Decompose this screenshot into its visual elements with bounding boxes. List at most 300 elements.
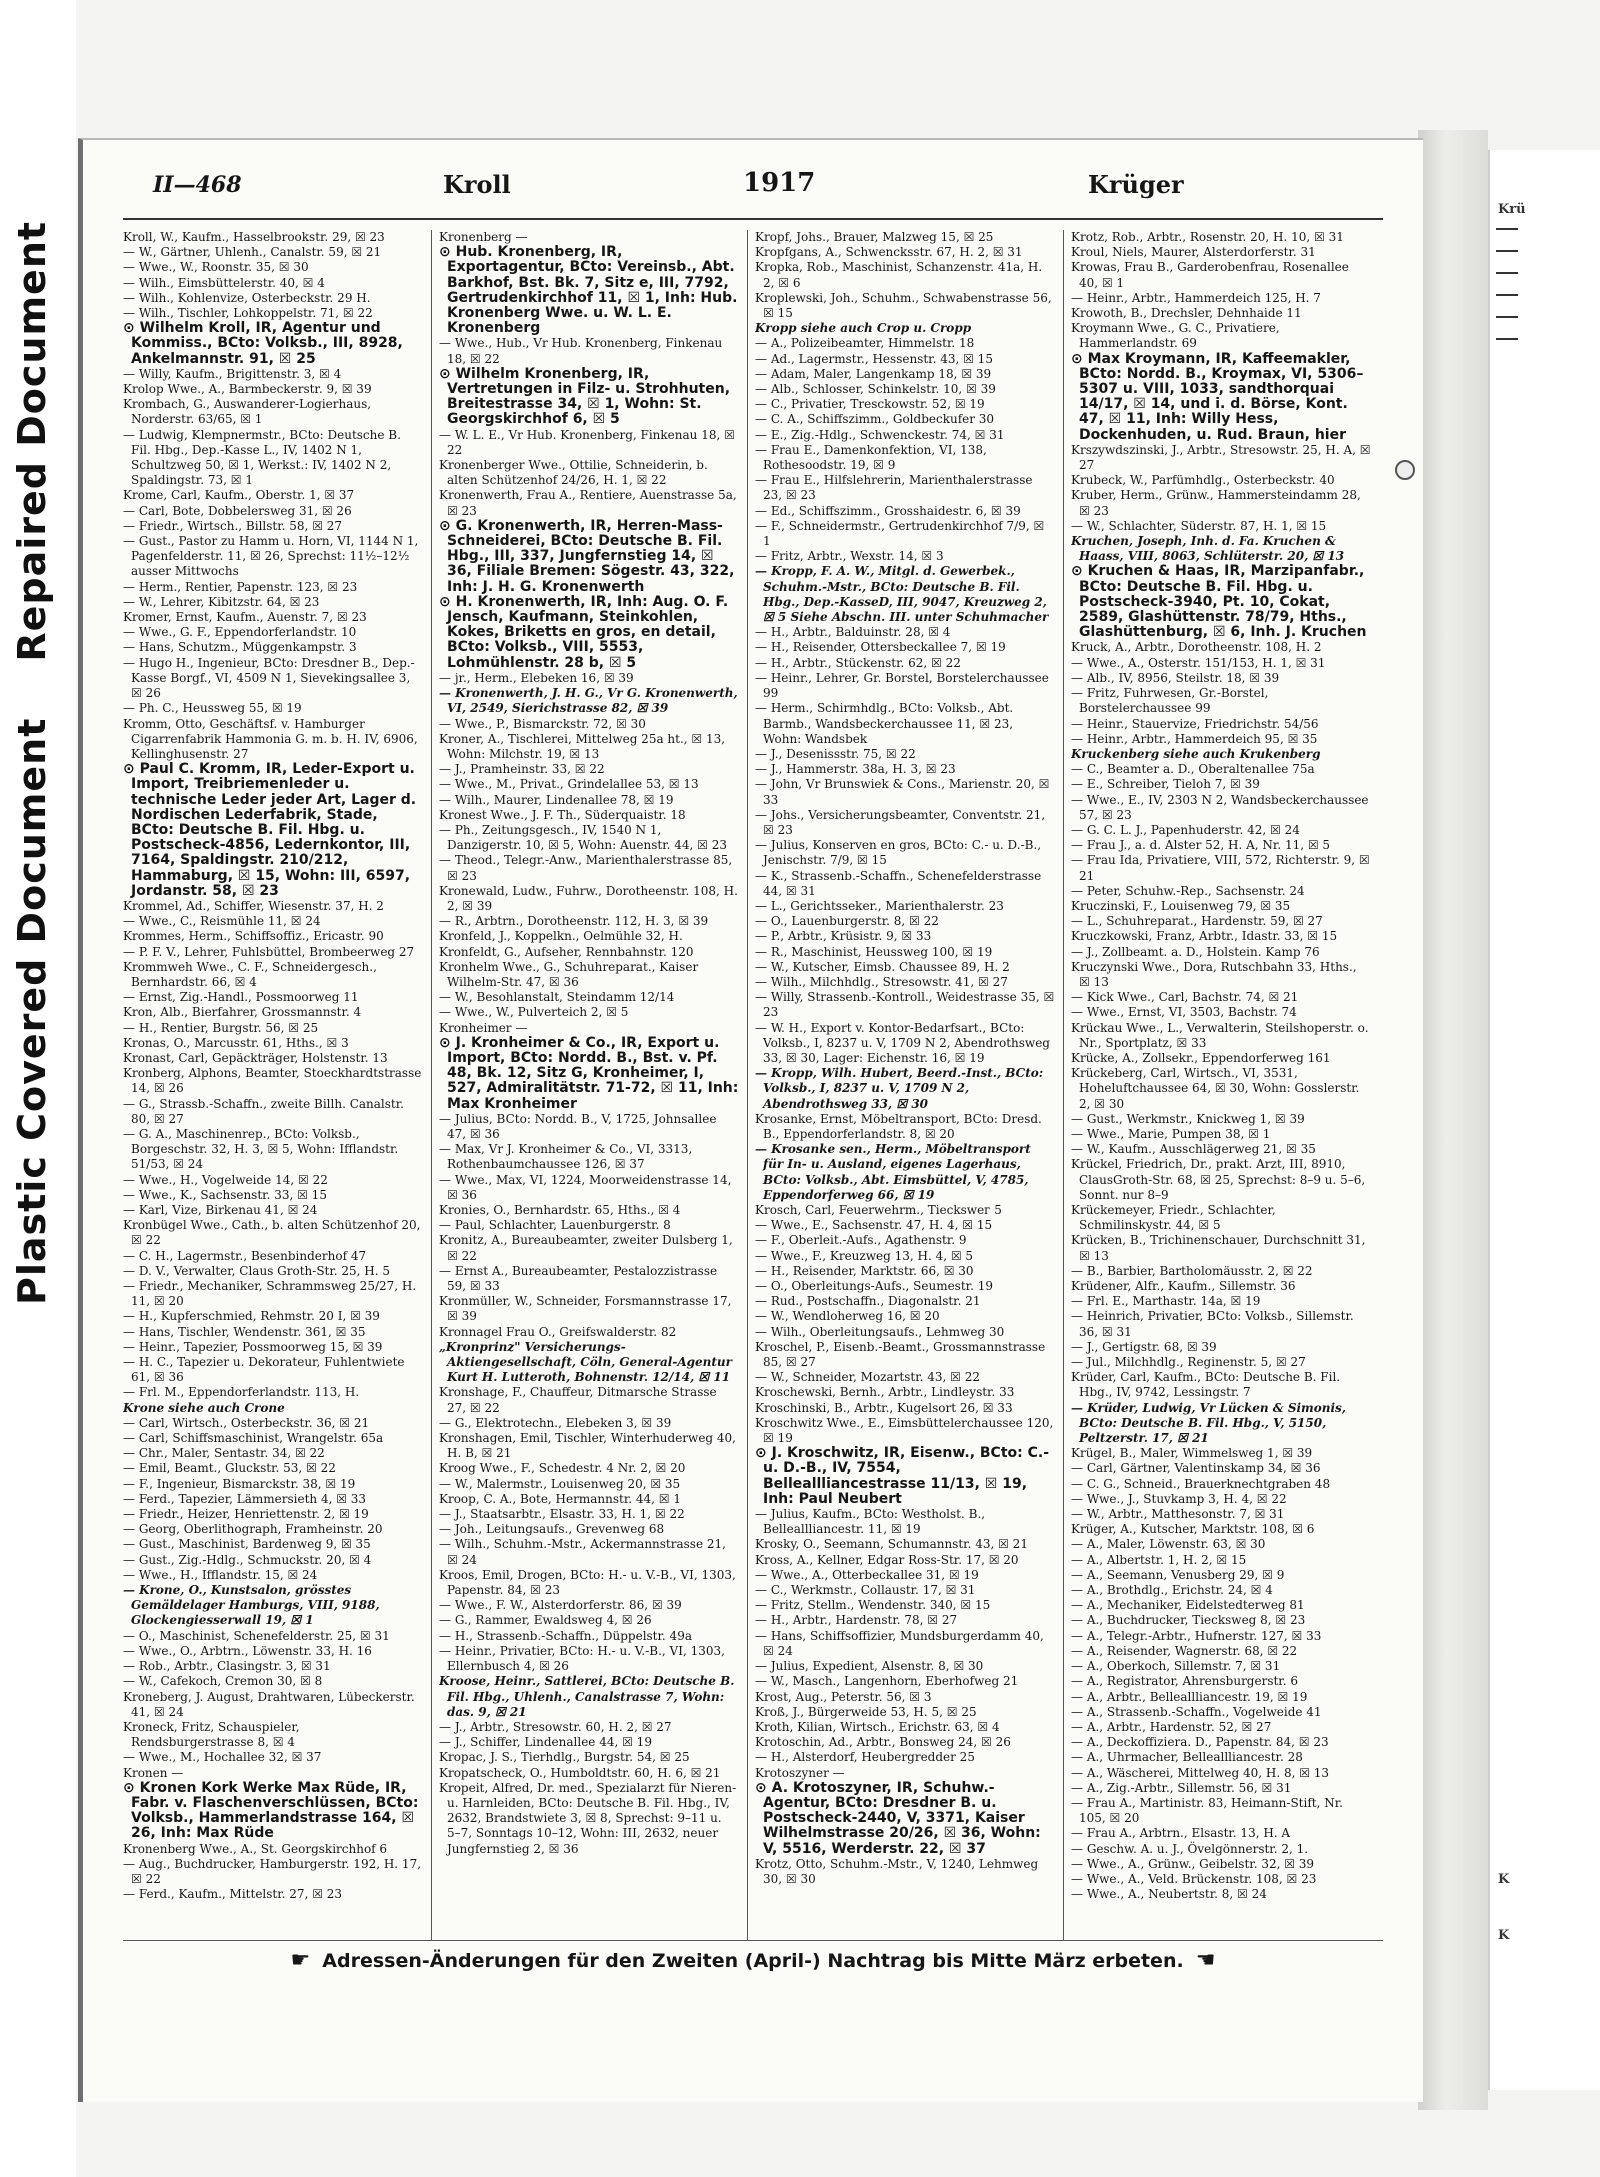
side-label-part1: Plastic Covered Document <box>10 717 54 1305</box>
directory-entry: Kropka, Rob., Maschinist, Schanzenstr. 41a, H. 2, ☒ 6 <box>755 260 1043 290</box>
directory-entry: — Wilh., Milchhdlg., Stresowstr. 41, ☒ 27 <box>755 974 1008 989</box>
directory-entry: Krotoszyner — <box>755 1765 845 1780</box>
directory-entry: — Ph. C., Heussweg 55, ☒ 19 <box>123 701 302 716</box>
directory-entry: — Ph., Zeitungsgesch., IV, 1540 N 1, Danzigerstr. 10, ☒ 5, Wohn: Auenstr. 44, ☒ 23 <box>439 822 727 853</box>
directory-entry: — Kropp, F. A. W., Mitgl. d. Gewerbek., Schuhm.-Mstr., BCto: Deutsche B. Fil. Hbg., Dep.-KasseD, III, 9047, Kreuzweg 2, ☒ 5 Siehe Abschn. III. unter Schuhmacher <box>755 564 1049 625</box>
directory-entry: Krommel, Ad., Schiffer, Wiesenstr. 37, H. 2 <box>123 898 384 913</box>
directory-entry: Kroß, J., Bürgerweide 53, H. 5, ☒ 25 <box>755 1704 977 1719</box>
directory-entry: Kronheimer — <box>439 1020 528 1035</box>
directory-entry: — A., Maler, Löwenstr. 63, ☒ 30 <box>1071 1537 1266 1552</box>
directory-entry: ⊙ Wilhelm Kronenberg, IR, Vertretungen in Filz- u. Strohhuten, Breitestrasse 34, ☒ 1, Wohn: St. Georgskirchhof 6, ☒ 5 <box>439 365 731 428</box>
directory-entry: — Ed., Schiffszimm., Grosshaidestr. 6, ☒ 39 <box>755 503 1021 518</box>
directory-entry: — Julius, Konserven en gros, BCto: C.- u. D.-B., Jenischstr. 7/9, ☒ 15 <box>755 838 1042 868</box>
directory-entry: — Adam, Maler, Langenkamp 18, ☒ 39 <box>755 366 992 381</box>
directory-entry: — Rud., Postschaffn., Diagonalstr. 21 <box>755 1294 981 1309</box>
directory-entry: — Wwe., O., Arbtrn., Löwenstr. 33, H. 16 <box>123 1643 372 1658</box>
directory-entry: Kroymann Wwe., G. C., Privatiere, Hammerlandstr. 69 <box>1071 321 1280 351</box>
directory-entry: — J., Schiffer, Lindenallee 44, ☒ 19 <box>439 1735 652 1750</box>
directory-entry: — Ernst A., Bureaubeamter, Pestalozzistrasse 59, ☒ 33 <box>439 1263 718 1294</box>
directory-entry: — Wwe., Ernst, VI, 3503, Bachstr. 74 <box>1071 1005 1297 1020</box>
directory-entry: ⊙ J. Kronheimer & Co., IR, Export u. Import, BCto: Nordd. B., Bst. v. Pf. 48, Bk. 12, Sitz G, Kronheimer, I, 527, Admiralitätstr. 71-72, ☒ 11, Inh: Max Kronheimer <box>439 1034 739 1112</box>
directory-entry: — P., Arbtr., Krüsistr. 9, ☒ 33 <box>755 929 932 944</box>
directory-entry: — Heinr., Tapezier, Possmoorweg 15, ☒ 39 <box>123 1339 383 1354</box>
pointing-hand-icon: ☚ <box>1195 1948 1216 1973</box>
directory-entry: Kruber, Herm., Grünw., Hammersteindamm 28, ☒ 23 <box>1071 488 1361 518</box>
directory-entry: Krückeberg, Carl, Wirtsch., VI, 3531, Hoheluftchaussee 64, ☒ 30, Wohn: Gosslerstr. 2, ☒ 30 <box>1071 1066 1360 1111</box>
directory-entry: Kronitz, A., Bureaubeamter, zweiter Dulsberg 1, ☒ 22 <box>439 1233 733 1263</box>
directory-entry: — E., Zig.-Hdlg., Schwenckestr. 74, ☒ 31 <box>755 427 1005 442</box>
directory-entry: — Wilh., Kohlenvize, Osterbeckstr. 29 H. <box>123 290 371 305</box>
directory-entry: — B., Barbier, Bartholomäusstr. 2, ☒ 22 <box>1071 1263 1313 1278</box>
directory-entry: — Wwe., J., Stuvkamp 3, H. 4, ☒ 22 <box>1071 1491 1287 1506</box>
directory-entry: Krszywdszinski, J., Arbtr., Stresowstr. 25, H. A, ☒ 27 <box>1071 442 1371 473</box>
directory-entry: — W., Kaufm., Ausschlägerweg 21, ☒ 35 <box>1071 1142 1316 1157</box>
directory-entry: Kronberg, Alphons, Beamter, Stoeckhardtstrasse 14, ☒ 26 <box>123 1066 422 1096</box>
directory-entry: — H. C., Tapezier u. Dekorateur, Fuhlentwiete 61, ☒ 36 <box>123 1355 405 1385</box>
directory-entry: — G. C. L. J., Papenhuderstr. 42, ☒ 24 <box>1071 822 1300 837</box>
directory-entry: — O., Lauenburgerstr. 8, ☒ 22 <box>755 914 939 929</box>
directory-entry: ⊙ Kruchen & Haas, IR, Marzipanfabr., BCto: Deutsche B. Fil. Hbg. u. Postscheck-3940, Pt. 10, Cokat, 2589, Glashüttenstr. 78/79, Hths., Glashüttenburg, ☒ 6, Inh. J. Kruchen <box>1071 563 1367 641</box>
directory-entry: — Frau J., a. d. Alster 52, H. A, Nr. 11, ☒ 5 <box>1071 838 1331 853</box>
directory-entry: — Julius, Expedient, Alsenstr. 8, ☒ 30 <box>755 1659 984 1674</box>
directory-entry: — L., Gerichtsseker., Marienthalerstr. 23 <box>755 898 1004 913</box>
directory-entry: Kronhelm Wwe., G., Schuhreparat., Kaiser Wilhelm-Str. 47, ☒ 36 <box>439 959 699 989</box>
directory-entry: Kruchen, Joseph, Inh. d. Fa. Kruchen & Haass, VIII, 8063, Schlüterstr. 20, ☒ 13 <box>1071 534 1345 564</box>
directory-entry: ⊙ A. Krotoszyner, IR, Schuhw.-Agentur, BCto: Dresdner B. u. Postscheck-2440, V, 3371, Kaiser Wilhelmstrasse 20/26, ☒ 36, Wohn: V, 5516, Werderstr. 22, ☒ 37 <box>755 1779 1041 1857</box>
directory-entry: — H., Arbtr., Balduinstr. 28, ☒ 4 <box>755 625 951 640</box>
next-page-fragment: Krü <box>1498 202 1526 217</box>
directory-entry: Krone siehe auch Crone <box>123 1400 285 1415</box>
directory-entry: — Frau E., Damenkonfektion, VI, 138, Rothesoodstr. 19, ☒ 9 <box>755 442 987 473</box>
directory-entry: — W. L. E., Vr Hub. Kronenberg, Finkenau 18, ☒ 22 <box>439 427 735 457</box>
column-divider <box>747 230 748 1940</box>
directory-entry: — W., Lehrer, Kibitzstr. 64, ☒ 23 <box>123 594 320 609</box>
directory-entry: — H., Arbtr., Stückenstr. 62, ☒ 22 <box>755 655 961 670</box>
directory-entry: — Fritz, Stellm., Wendenstr. 340, ☒ 15 <box>755 1598 991 1613</box>
directory-entry: — H., Reisender, Marktstr. 66, ☒ 30 <box>755 1263 974 1278</box>
directory-entry: — Chr., Maler, Sentastr. 34, ☒ 22 <box>123 1446 325 1461</box>
directory-entry: Kropeit, Alfred, Dr. med., Spezialarzt für Nieren- u. Harnleiden, BCto: Deutsche B. Fil. Hbg., IV, 2632, Brandstwiete 3, ☒ 8, Sprechst: 9–11 u. 5–7, Sonntags 10–12, Wohn: III, 2632, neuer Jungfernstieg 2, ☒ 36 <box>439 1780 737 1856</box>
directory-entry: Kroschwitz Wwe., E., Eimsbüttelerchaussee 120, ☒ 19 <box>755 1415 1054 1446</box>
directory-entry: Kron, Alb., Bierfahrer, Grossmannstr. 4 <box>123 1005 362 1020</box>
directory-entry: — Carl, Schiffsmaschinist, Wrangelstr. 65a <box>123 1431 384 1446</box>
year-heading: 1917 <box>743 168 816 198</box>
directory-entry: Kronest Wwe., J. F. Th., Süderquaistr. 18 <box>439 807 686 822</box>
column-4 <box>1071 230 1371 1940</box>
header-rule <box>123 218 1383 220</box>
directory-entry: — Hans, Schutzm., Müggenkampstr. 3 <box>123 640 357 655</box>
directory-entry: — Heinr., Stauervize, Friedrichstr. 54/56 <box>1071 716 1319 731</box>
directory-entry: Kropatscheck, O., Humboldtstr. 60, H. 6, ☒ 21 <box>439 1765 721 1780</box>
directory-entry: — Karl, Vize, Birkenau 41, ☒ 24 <box>123 1203 318 1217</box>
directory-entry: — Wwe., A., Veld. Brückenstr. 108, ☒ 23 <box>1071 1871 1317 1886</box>
punch-hole <box>1395 460 1415 480</box>
directory-entry: — Peter, Schuhw.-Rep., Sachsenstr. 24 <box>1071 883 1305 898</box>
directory-entry: — A., Mechaniker, Eidelstedterweg 81 <box>1071 1598 1305 1613</box>
directory-entry: — A., Albertstr. 1, H. 2, ☒ 15 <box>1071 1552 1247 1567</box>
directory-entry: Kroner, A., Tischlerei, Mittelweg 25a ht., ☒ 13, Wohn: Milchstr. 19, ☒ 13 <box>439 731 726 761</box>
directory-entry: — Wilh., Schuhm.-Mstr., Ackermannstrasse 21, ☒ 24 <box>439 1537 726 1567</box>
directory-entry: — L., Schuhreparat., Hardenstr. 59, ☒ 27 <box>1071 914 1323 929</box>
directory-entry: — F., Schneidermstr., Gertrudenkirchhof 7/9, ☒ 1 <box>755 518 1045 549</box>
directory-entry: Kromm, Otto, Geschäftsf. v. Hamburger Cigarrenfabrik Hammonia G. m. b. H. IV, 6906, Kellinghusenstr. 27 <box>123 716 418 761</box>
directory-entry: Krotoschin, Ad., Arbtr., Bonsweg 24, ☒ 26 <box>755 1735 1011 1750</box>
directory-page <box>78 138 1423 2102</box>
directory-entry: — A., Seemann, Venusberg 29, ☒ 9 <box>1071 1567 1285 1582</box>
directory-entry: — H., Strassenb.-Schaffn., Düppelstr. 49a <box>439 1628 692 1643</box>
directory-entry: — C. H., Lagermstr., Besenbinderhof 47 <box>123 1248 367 1263</box>
directory-entry: — Hans, Schiffsoffizier, Mundsburgerdamm 40, ☒ 24 <box>755 1628 1044 1658</box>
directory-entry: — A., Arbtr., Hardenstr. 52, ☒ 27 <box>1071 1719 1272 1734</box>
directory-entry: — Fritz, Arbtr., Wexstr. 14, ☒ 3 <box>755 549 944 564</box>
directory-entry: — Wwe., E., IV, 2303 N 2, Wandsbeckerchaussee 57, ☒ 23 <box>1071 792 1369 822</box>
directory-entry: Krotz, Rob., Arbtr., Rosenstr. 20, H. 10, ☒ 31 <box>1071 230 1344 244</box>
directory-entry: ⊙ J. Kroschwitz, IR, Eisenw., BCto: C.- u. D.-B., IV, 7554, Belleallliancestrasse 11/13, ☒ 19, Inh: Paul Neubert <box>755 1445 1050 1507</box>
page-number: II—468 <box>153 172 242 198</box>
directory-entry: — Heinr., Lehrer, Gr. Borstel, Borstelerchaussee 99 <box>755 670 1049 701</box>
directory-entry: Kronfeldt, G., Aufseher, Rennbahnstr. 120 <box>439 944 694 959</box>
directory-entry: — Gust., Werkmstr., Knickweg 1, ☒ 39 <box>1071 1111 1305 1126</box>
directory-entry: — Ferd., Tapezier, Lämmersieth 4, ☒ 33 <box>123 1491 367 1506</box>
side-label-text <box>10 5 54 1305</box>
footer-rule <box>123 1940 1383 1941</box>
directory-entry: Kroschel, P., Eisenb.-Beamt., Grossmannstrasse 85, ☒ 27 <box>755 1339 1046 1370</box>
directory-entry: — A., Reisender, Wagnerstr. 68, ☒ 22 <box>1071 1643 1298 1658</box>
directory-entry: — A., Strassenb.-Schaffn., Vogelweide 41 <box>1071 1704 1322 1719</box>
directory-entry: — J., Hammerstr. 38a, H. 3, ☒ 23 <box>755 762 956 777</box>
column-divider <box>431 230 432 1940</box>
directory-entry: — K., Strassenb.-Schaffn., Schenefelderstrasse 44, ☒ 31 <box>755 868 1042 898</box>
directory-entry: Kroul, Niels, Maurer, Alsterdorferstr. 31 <box>1071 245 1316 260</box>
directory-entry: — C., Privatier, Tresckowstr. 52, ☒ 19 <box>755 397 985 412</box>
directory-entry: — D. V., Verwalter, Claus Groth-Str. 25, H. 5 <box>123 1263 391 1278</box>
directory-entry: — G., Rammer, Ewaldsweg 4, ☒ 26 <box>439 1613 652 1628</box>
directory-entry: Kronmüller, W., Schneider, Forsmannstrasse 17, ☒ 39 <box>439 1294 732 1324</box>
next-page-strip <box>1488 150 1600 2090</box>
directory-entry: Krowoth, B., Drechsler, Dehnhaide 11 <box>1071 306 1302 321</box>
directory-entry: — W., Masch., Langenhorn, Eberhofweg 21 <box>755 1674 1019 1689</box>
directory-entry: — Heinr., Arbtr., Hammerdeich 125, H. 7 <box>1071 290 1321 305</box>
directory-entry: Kroog Wwe., F., Schedestr. 4 Nr. 2, ☒ 20 <box>439 1461 686 1476</box>
next-page-fragment: K <box>1498 1872 1510 1887</box>
directory-entry: Krommes, Herm., Schiffsoffiz., Ericastr. 90 <box>123 929 384 944</box>
directory-entry: — Frl. M., Eppendorferlandstr. 113, H. <box>123 1385 360 1400</box>
directory-entry: Krome, Carl, Kaufm., Oberstr. 1, ☒ 37 <box>123 488 355 503</box>
directory-entry: — Ernst, Zig.-Handl., Possmoorweg 11 <box>123 990 359 1005</box>
directory-entry: — A., Arbtr., Belleallliancestr. 19, ☒ 19 <box>1071 1689 1308 1704</box>
directory-entry: Kropfgans, A., Schwencksstr. 67, H. 2, ☒ 31 <box>755 245 1023 260</box>
directory-entry: — Wwe., F., Kreuzweg 13, H. 4, ☒ 5 <box>755 1248 974 1263</box>
directory-entry: ⊙ Hub. Kronenberg, IR, Exportagentur, BCto: Vereinsb., Abt. Barkhof, Bst. Bk. 7, Sitz e, III, 7792, Gertrudenkirchhof 11, ☒ 1, Inh: Hub. Kronenberg Wwe. u. W. L. E. Kronenberg <box>439 244 738 337</box>
directory-entry: — Frl. E., Marthastr. 14a, ☒ 19 <box>1071 1294 1261 1309</box>
directory-entry: — H., Reisender, Ottersbeckallee 7, ☒ 19 <box>755 640 1006 655</box>
directory-entry: Kromer, Ernst, Kaufm., Auenstr. 7, ☒ 23 <box>123 610 367 625</box>
directory-entry: ⊙ H. Kronenwerth, IR, Inh: Aug. O. F. Jensch, Kaufmann, Steinkohlen, Kokes, Briketts en gros, en detail, BCto: Volksb., VIII, 5553, Lohmühlenstr. 28 b, ☒ 5 <box>439 593 729 671</box>
directory-entry: — Hans, Tischler, Wendenstr. 361, ☒ 35 <box>123 1324 366 1339</box>
directory-entry: — A., Brothdlg., Erichstr. 24, ☒ 4 <box>1071 1583 1273 1598</box>
directory-entry: Kropp siehe auch Crop u. Cropp <box>755 321 972 336</box>
directory-entry: — Willy, Strassenb.-Kontroll., Weidestrasse 35, ☒ 23 <box>755 990 1055 1020</box>
directory-entry: — Willy, Kaufm., Brigittenstr. 3, ☒ 4 <box>123 366 342 381</box>
footer-notice <box>123 1948 1383 1982</box>
column-3 <box>755 230 1055 1940</box>
directory-entry: — J., Gertigstr. 68, ☒ 39 <box>1071 1339 1217 1354</box>
directory-entry: — A., Uhrmacher, Belleallliancestr. 28 <box>1071 1750 1303 1765</box>
directory-entry: — W., Schlachter, Süderstr. 87, H. 1, ☒ 15 <box>1071 518 1327 533</box>
directory-entry: — Wilh., Oberleitungsaufs., Lehmweg 30 <box>755 1324 1005 1339</box>
directory-entry: Kronfeld, J., Koppelkn., Oelmühle 32, H. <box>439 929 683 944</box>
directory-entry: — H., Kupferschmied, Rehmstr. 20 I, ☒ 39 <box>123 1309 380 1324</box>
directory-entry: — Friedr., Wirtsch., Billstr. 58, ☒ 27 <box>123 518 343 533</box>
directory-entry: — F., Oberleit.-Aufs., Agathenstr. 9 <box>755 1233 967 1248</box>
directory-entry: — J., Arbtr., Stresowstr. 60, H. 2, ☒ 27 <box>439 1719 672 1734</box>
pointing-hand-icon: ☛ <box>290 1948 311 1973</box>
directory-entry: Kronen — <box>123 1765 184 1780</box>
directory-entry: — Joh., Leitungsaufs., Grevenweg 68 <box>439 1522 665 1537</box>
directory-entry: Kronenberg — <box>439 230 528 244</box>
directory-entry: — Wwe., A., Grünw., Geibelstr. 32, ☒ 39 <box>1071 1856 1315 1871</box>
directory-entry: — A., Telegr.-Arbtr., Hufnerstr. 127, ☒ 33 <box>1071 1628 1322 1643</box>
directory-entry: Krosch, Carl, Feuerwehrm., Tieckswег 5 <box>755 1203 1002 1217</box>
directory-entry: — C. A., Schiffszimm., Goldbeckufer 30 <box>755 412 995 427</box>
directory-entry: Krost, Aug., Peterstr. 56, ☒ 3 <box>755 1689 932 1704</box>
directory-entry: — Wwe., M., Privat., Grindelallee 53, ☒ 13 <box>439 777 699 792</box>
directory-entry: Kruczkowski, Franz, Arbtr., Idastr. 33, ☒ 15 <box>1071 929 1338 944</box>
directory-entry: — Kropp, Wilh. Hubert, Beerd.-Inst., BCto: Volksb., I, 8237 u. V, 1709 N 2, Abendrothsweg 33, ☒ 30 <box>755 1066 1044 1111</box>
directory-entry: — Kick Wwe., Carl, Bachstr. 74, ☒ 21 <box>1071 990 1299 1005</box>
directory-entry: — Emil, Beamt., Gluckstr. 53, ☒ 22 <box>123 1461 336 1476</box>
directory-entry: — Wwe., Marie, Pumpen 38, ☒ 1 <box>1071 1126 1271 1141</box>
directory-entry: Kronshagen, Emil, Tischler, Winterhuderweg 40, H. B, ☒ 21 <box>439 1431 736 1461</box>
directory-entry: ⊙ Kronen Kork Werke Max Rüde, IR, Fabr. v. Flaschenverschlüssen, BCto: Volksb., Hammerlandstrasse 164, ☒ 26, Inh: Max Rüde <box>123 1779 419 1842</box>
directory-entry: — Herm., Rentier, Papenstr. 123, ☒ 23 <box>123 579 358 594</box>
directory-entry: Kropf, Johs., Brauer, Malzweg 15, ☒ 25 <box>755 230 994 244</box>
directory-entry: — W., Gärtner, Uhlenh., Canalstr. 59, ☒ 21 <box>123 245 382 260</box>
directory-entry: — Wwe., P., Bismarckstr. 72, ☒ 30 <box>439 716 646 731</box>
directory-entry: Krückau Wwe., L., Verwalterin, Steilshoperstr. o. Nr., Sportplatz, ☒ 33 <box>1071 1020 1369 1050</box>
directory-entry: — Gust., Pastor zu Hamm u. Horn, VI, 1144 N 1, Pagenfelderstr. 11, ☒ 26, Sprechst: 11½–12½ ausser Mittwochs <box>123 534 419 579</box>
directory-entry: — Wilh., Maurer, Lindenallee 78, ☒ 19 <box>439 792 674 807</box>
directory-entry: Kronas, O., Marcusstr. 61, Hths., ☒ 3 <box>123 1035 349 1050</box>
directory-entry: — H., Arbtr., Hardenstr. 78, ☒ 27 <box>755 1613 958 1628</box>
directory-entry: — A., Deckoffiziera. D., Papenstr. 84, ☒ 23 <box>1071 1735 1329 1750</box>
column-divider <box>1063 230 1064 1940</box>
directory-entry: Kroplewski, Joh., Schuhm., Schwabenstrasse 56, ☒ 15 <box>755 290 1052 321</box>
directory-entry: Krücke, A., Zollsekr., Eppendorferweg 161 <box>1071 1050 1331 1065</box>
directory-entry: Krubeck, W., Parfümhdlg., Osterbeckstr. 40 <box>1071 473 1335 488</box>
directory-entry: — Wwe., A., Osterstr. 151/153, H. 1, ☒ 31 <box>1071 655 1326 670</box>
next-page-fragment: K <box>1498 1928 1510 1943</box>
directory-entry: — A., Polizeibeamter, Himmelstr. 18 <box>755 336 975 351</box>
directory-entry: Krosky, O., Seemann, Schumannstr. 43, ☒ 21 <box>755 1537 1028 1552</box>
directory-entry: Krommweh Wwe., C. F., Schneidergesch., Bernhardstr. 66, ☒ 4 <box>123 959 377 989</box>
directory-entry: Krombach, G., Auswanderer-Logierhaus, Norderstr. 63/65, ☒ 1 <box>123 397 372 427</box>
directory-entry: — W., Besohlanstalt, Steindamm 12/14 <box>439 990 675 1005</box>
directory-entry: — Friedr., Mechaniker, Schrammsweg 25/27, H. 11, ☒ 20 <box>123 1279 417 1309</box>
directory-entry: — Wwe., Max, VI, 1224, Moorweidenstrasse 14, ☒ 36 <box>439 1172 732 1202</box>
directory-entry: — J., Staatsarbtr., Elsastr. 33, H. 1, ☒ 22 <box>439 1507 685 1522</box>
directory-entry: — J., Desenissstr. 75, ☒ 22 <box>755 746 916 761</box>
directory-entry: Krüdener, Alfr., Kaufm., Sillemstr. 36 <box>1071 1279 1296 1294</box>
directory-entry: — Wwe., W., Roonstr. 35, ☒ 30 <box>123 260 309 275</box>
directory-entry: — Theod., Telegr.-Anw., Marienthalerstrasse 85, ☒ 23 <box>439 853 733 883</box>
directory-entry: — Wwe., H., Vogelweide 14, ☒ 22 <box>123 1172 328 1187</box>
directory-entry: Kroos, Emil, Drogen, BCto: H.- u. V.-B., VI, 1303, Papenstr. 84, ☒ 23 <box>439 1567 736 1598</box>
directory-entry: — Wwe., G. F., Eppendorferlandstr. 10 <box>123 625 357 640</box>
directory-entry: — Frau E., Hilfslehrerin, Marienthalerstrasse 23, ☒ 23 <box>755 473 1033 503</box>
directory-entry: — W., Malermstr., Louisenweg 20, ☒ 35 <box>439 1476 681 1491</box>
directory-entry: — W., Schneider, Mozartstr. 43, ☒ 22 <box>755 1370 980 1385</box>
directory-entry: — Krüder, Ludwig, Vr Lücken & Simonis, BCto: Deutsche B. Fil. Hbg., V, 5150, Peltzerstr. 17, ☒ 21 <box>1071 1400 1346 1446</box>
directory-entry: — Herm., Schirmhdlg., BCto: Volksb., Abt. Barmb., Wandsbeckerchaussee 11, ☒ 23, Wohn: Wandsbek <box>755 701 1014 746</box>
directory-entry: — W., Wendloherweg 16, ☒ 20 <box>755 1309 940 1324</box>
right-heading: Krüger <box>1088 170 1184 199</box>
directory-entry: — Gust., Maschinist, Bardenweg 9, ☒ 35 <box>123 1537 371 1552</box>
directory-entry: — Wwe., C., Reismühle 11, ☒ 24 <box>123 914 321 929</box>
directory-entry: — Wwe., Hub., Vr Hub. Kronenberg, Finkenau 18, ☒ 22 <box>439 336 723 366</box>
directory-entry: Kruckenberg siehe auch Krukenberg <box>1071 746 1321 761</box>
directory-entry: Kronbügel Wwe., Cath., b. alten Schützenhof 20, ☒ 22 <box>123 1218 421 1248</box>
directory-entry: — Heinr., Privatier, BCto: H.- u. V.-B., VI, 1303, Ellernbusch 4, ☒ 26 <box>439 1643 725 1674</box>
directory-entry: Kruck, A., Arbtr., Dorotheenstr. 108, H. 2 <box>1071 640 1322 655</box>
directory-entry: Kroop, C. A., Bote, Hermannstr. 44, ☒ 1 <box>439 1491 681 1506</box>
directory-entry: Krowas, Frau B., Garderobenfrau, Rosenallee 40, ☒ 1 <box>1071 260 1349 290</box>
directory-entry: — Wwe., F. W., Alsterdorferstr. 86, ☒ 39 <box>439 1598 682 1613</box>
directory-entry: — Wwe., H., Ifflandstr. 15, ☒ 24 <box>123 1567 318 1582</box>
left-heading: Kroll <box>443 170 511 199</box>
directory-entry: — Heinrich, Privatier, BCto: Volksb., Sillemstr. 36, ☒ 31 <box>1071 1309 1354 1339</box>
directory-entry: Kronshage, F., Chauffeur, Ditmarsche Strasse 27, ☒ 22 <box>439 1385 717 1415</box>
directory-entry: Krüger, A., Kutscher, Marktstr. 108, ☒ 6 <box>1071 1522 1315 1537</box>
directory-entry: — Fritz, Fuhrwesen, Gr.-Borstel, Borstelerchaussee 99 <box>1071 686 1269 716</box>
directory-entry: — Heinr., Arbtr., Hammerdeich 95, ☒ 35 <box>1071 731 1318 746</box>
directory-entry: Kronewald, Ludw., Fuhrw., Dorotheenstr. 108, H. 2, ☒ 39 <box>439 883 738 913</box>
directory-entry: Kroll, W., Kaufm., Hasselbrookstr. 29, ☒ 23 <box>123 230 385 244</box>
directory-entry: — J., Zollbeamt. a. D., Holstein. Kamp 76 <box>1071 944 1320 959</box>
directory-entry: — Jul., Milchhdlg., Reginenstr. 5, ☒ 27 <box>1071 1355 1306 1370</box>
directory-entry: ⊙ Max Kroymann, IR, Kaffeemakler, BCto: Nordd. B., Kroymax, VI, 5306–5307 u. VIII, 1033, sandthorquai 14/17, ☒ 14, und i. d. Börse, Kont. 47, ☒ 11, Inh: Willy Hess, Dockenhuden, u. Rud. Braun, hier <box>1071 350 1364 443</box>
side-label-part2: Repaired Document <box>10 220 54 662</box>
directory-entry: Kronnagel Frau O., Greifswalderstr. 82 <box>439 1324 677 1339</box>
directory-entry: ⊙ G. Kronenwerth, IR, Herren-Mass-Schneiderei, BCto: Deutsche B. Fil. Hbg., III, 337, Jungfernstieg 14, ☒ 36, Filiale Bremen: Sögestr. 43, 322, Inh: J. H. G. Kronenwerth <box>439 517 735 595</box>
directory-entry: — Geschw. A. u. J., Övelgönnerstr. 2, 1. <box>1071 1841 1309 1856</box>
directory-entry: — E., Schreiber, Tieloh 7, ☒ 39 <box>1071 777 1260 792</box>
directory-entry: — G., Elektrotechn., Elebeken 3, ☒ 39 <box>439 1415 672 1430</box>
directory-entry: — W., Cafekoch, Cremon 30, ☒ 8 <box>123 1674 323 1689</box>
directory-entry: Kruczynski Wwe., Dora, Rutschbahn 33, Hths., ☒ 13 <box>1071 959 1357 989</box>
directory-entry: — Frau A., Arbtrn., Elsastr. 13, H. A <box>1071 1826 1291 1841</box>
directory-entry: ⊙ Paul C. Kromm, IR, Leder-Export u. Import, Treibriemenleder u. technische Leder jeder Art, Lager d. Nordischen Lederfabrik, Stade, BCto: Deutsche B. Fil. Hbg. u. Postscheck-4856, Ledernkontor, III, 7164, Spaldingstr. 210/212, Hammaburg, ☒ 15, Wohn: III, 6597, Jordanstr. 58, ☒ 23 <box>123 761 417 899</box>
directory-entry: — H., Rentier, Burgstr. 56, ☒ 25 <box>123 1020 319 1035</box>
directory-entry: — Wwe., A., Otterbeckallee 31, ☒ 19 <box>755 1567 979 1582</box>
directory-entry: — Wwe., A., Neubertstr. 8, ☒ 24 <box>1071 1887 1267 1902</box>
directory-entry: Kruczinski, F., Louisenweg 79, ☒ 35 <box>1071 898 1291 913</box>
directory-entry: Kross, A., Kellner, Edgar Ross-Str. 17, ☒ 20 <box>755 1552 1019 1567</box>
directory-entry: — Gust., Zig.-Hdlg., Schmuckstr. 20, ☒ 4 <box>123 1552 372 1567</box>
directory-entry: — P. F. V., Lehrer, Fuhlsbüttel, Brombeerweg 27 <box>123 944 415 959</box>
directory-entry: Krosanke, Ernst, Möbeltransport, BCto: Dresd. B., Eppendorferlandstr. 8, ☒ 20 <box>755 1111 1042 1141</box>
directory-entry: Krückemeyer, Friedr., Schlachter, Schmilinskystr. 44, ☒ 5 <box>1071 1203 1276 1233</box>
directory-entry: „Kronprinz" Versicherungs-Aktiengesellschaft, Cöln, General-Agentur Kurt H. Lutteroth, Bohnenstr. 12/14, ☒ 11 <box>439 1339 732 1385</box>
directory-entry: — Carl, Gärtner, Valentinskamp 34, ☒ 36 <box>1071 1461 1321 1476</box>
directory-entry: — Wwe., E., Sachsenstr. 47, H. 4, ☒ 15 <box>755 1218 993 1233</box>
directory-entry: — O., Maschinist, Schenefelderstr. 25, ☒ 31 <box>123 1628 390 1643</box>
directory-entry: Kronast, Carl, Gepäckträger, Holstenstr. 13 <box>123 1050 388 1065</box>
directory-entry: — C., Werkmstr., Collaustr. 17, ☒ 31 <box>755 1583 976 1598</box>
directory-entry: — A., Buchdrucker, Tiecksweg 8, ☒ 23 <box>1071 1613 1306 1628</box>
directory-entry: Krücken, B., Trichinenschauer, Durchschnitt 31, ☒ 13 <box>1071 1233 1366 1263</box>
directory-entry: — G. A., Maschinenrep., BCto: Volksb., Borgeschstr. 32, H. 3, ☒ 5, Wohn: Ifflandstr. 51/53, ☒ 24 <box>123 1126 399 1172</box>
directory-entry: Kronenwerth, Frau A., Rentiere, Auenstrasse 5a, ☒ 23 <box>439 488 737 518</box>
directory-entry: — Friedr., Heizer, Henriettenstr. 2, ☒ 19 <box>123 1507 369 1522</box>
directory-entry: Kronies, O., Bernhardstr. 65, Hths., ☒ 4 <box>439 1203 681 1217</box>
directory-entry: — jr., Herm., Elebeken 16, ☒ 39 <box>439 670 634 685</box>
directory-entry: — Wwe., K., Sachsenstr. 33, ☒ 15 <box>123 1187 327 1202</box>
directory-entry: — Wwe., M., Hochallee 32, ☒ 37 <box>123 1750 322 1765</box>
directory-entry: — Julius, Kaufm., BCto: Westholst. B., Belleallliancestr. 11, ☒ 19 <box>755 1507 986 1537</box>
directory-entry: — Ferd., Kaufm., Mittelstr. 27, ☒ 23 <box>123 1887 343 1902</box>
directory-entry: Krügel, B., Maler, Wimmelsweg 1, ☒ 39 <box>1071 1446 1313 1461</box>
directory-entry: — John, Vr Brunswiek & Cons., Marienstr. 20, ☒ 33 <box>755 777 1050 807</box>
directory-entry: Krotz, Otto, Schuhm.-Mstr., V, 1240, Lehmweg 30, ☒ 30 <box>755 1856 1039 1886</box>
directory-entry: — F., Ingenieur, Bismarckstr. 38, ☒ 19 <box>123 1476 356 1491</box>
directory-entry: — A., Zig.-Arbtr., Sillemstr. 56, ☒ 31 <box>1071 1780 1292 1795</box>
directory-entry: — Carl, Wirtsch., Osterbeckstr. 36, ☒ 21 <box>123 1415 370 1430</box>
directory-entry: — H., Alsterdorf, Heubergredder 25 <box>755 1750 975 1765</box>
directory-entry: Kroth, Kilian, Wirtsch., Erichstr. 63, ☒ 4 <box>755 1719 1000 1734</box>
column-1 <box>123 230 423 1940</box>
directory-entry: — C., Beamter a. D., Oberaltenallee 75a <box>1071 762 1315 777</box>
page-header <box>153 168 1184 208</box>
directory-entry: — Wilh., Tischler, Lohkoppelstr. 71, ☒ 22 <box>123 306 373 321</box>
directory-entry: Krückel, Friedrich, Dr., prakt. Arzt, III, 8910, ClausGroth-Str. 68, ☒ 25, Sprechst: 8–9 u. 5–6, Sonnt. nur 8–9 <box>1071 1157 1366 1202</box>
directory-entry: — Johs., Versicherungsbeamter, Conventstr. 21, ☒ 23 <box>755 807 1046 837</box>
directory-entry: — Krone, O., Kunstsalon, grösstes Gemäldelager Hamburgs, VIII, 9188, Glockengiesserwall 19, ☒ 1 <box>123 1583 380 1628</box>
directory-entry: ⊙ Wilhelm Kroll, IR, Agentur und Kommiss., BCto: Volksb., III, 8928, Ankelmannstr. 91, ☒ 25 <box>123 320 403 367</box>
directory-entry: — A., Wäscherei, Mittelweg 40, H. 8, ☒ 13 <box>1071 1765 1330 1780</box>
directory-entry: Kroschewski, Bernh., Arbtr., Lindleystr. 33 <box>755 1385 1015 1400</box>
directory-entry: — W. H., Export v. Kontor-Bedarfsart., BCto: Volksb., I, 8237 u. V, 1709 N 2, Abendrothsweg 33, ☒ 30, Lager: Eichenstr. 16, ☒ 19 <box>755 1020 1050 1065</box>
directory-entry: Krüder, Carl, Kaufm., BCto: Deutsche B. Fil. Hbg., IV, 9742, Lessingstr. 7 <box>1071 1370 1341 1400</box>
directory-entry: — Hugo H., Ingenieur, BCto: Dresdner B., Dep.-Kasse Borgf., VI, 4509 N 1, Sievekingsallee 3, ☒ 26 <box>123 655 415 701</box>
directory-entry: Kronenberg Wwe., A., St. Georgskirchhof 6 <box>123 1841 388 1856</box>
directory-entry: — Rob., Arbtr., Clasingstr. 3, ☒ 31 <box>123 1659 331 1674</box>
directory-entry: — O., Oberleitungs-Aufs., Seumestr. 19 <box>755 1279 993 1294</box>
directory-entry: Kronenberger Wwe., Ottilie, Schneiderin, b. alten Schützenhof 24/26, H. 1, ☒ 22 <box>439 458 708 488</box>
side-label <box>0 0 76 2177</box>
directory-entry: — Carl, Bote, Dobbelersweg 31, ☒ 26 <box>123 503 352 518</box>
directory-entry: — G., Strassb.-Schaffn., zweite Billh. Canalstr. 80, ☒ 27 <box>123 1096 404 1126</box>
directory-entry: — W., Arbtr., Matthesonstr. 7, ☒ 31 <box>1071 1507 1285 1522</box>
directory-entry: — Ad., Lagermstr., Hessenstr. 43, ☒ 15 <box>755 351 993 366</box>
directory-entry: — Paul, Schlachter, Lauenburgerstr. 8 <box>439 1218 671 1233</box>
directory-entry: — Georg, Oberlithograph, Framheinstr. 20 <box>123 1522 383 1537</box>
directory-entry: Kroneck, Fritz, Schauspieler, Rendsburgerstrasse 8, ☒ 4 <box>123 1719 300 1750</box>
directory-entry: — A., Oberkoch, Sillemstr. 7, ☒ 31 <box>1071 1659 1281 1674</box>
directory-entry: — A., Registrator, Ahrensburgerstr. 6 <box>1071 1674 1298 1689</box>
directory-entry: Kropac, J. S., Tierhdlg., Burgstr. 54, ☒ 25 <box>439 1750 690 1765</box>
directory-entry: — Frau Ida, Privatiere, VIII, 572, Richterstr. 9, ☒ 21 <box>1071 853 1370 883</box>
directory-entry: — R., Maschinist, Heussweg 100, ☒ 19 <box>755 944 993 959</box>
directory-entry: — Alb., IV, 8956, Steilstr. 18, ☒ 39 <box>1071 670 1280 685</box>
directory-entry: — Wwe., W., Pulverteich 2, ☒ 5 <box>439 1005 629 1020</box>
directory-entry: — Kronenwerth, J. H. G., Vr G. Kronenwerth, VI, 2549, Sierichstrasse 82, ☒ 39 <box>439 686 738 716</box>
directory-entry: — Wilh., Eimsbüttelerstr. 40, ☒ 4 <box>123 275 325 290</box>
directory-entry: — C. G., Schneid., Brauerknechtgraben 48 <box>1071 1476 1331 1491</box>
directory-entry: Krolop Wwe., A., Barmbeckerstr. 9, ☒ 39 <box>123 382 372 397</box>
directory-entry: — W., Kutscher, Eimsb. Chaussee 89, H. 2 <box>755 959 1010 974</box>
page-edge-right <box>1418 130 1488 2110</box>
